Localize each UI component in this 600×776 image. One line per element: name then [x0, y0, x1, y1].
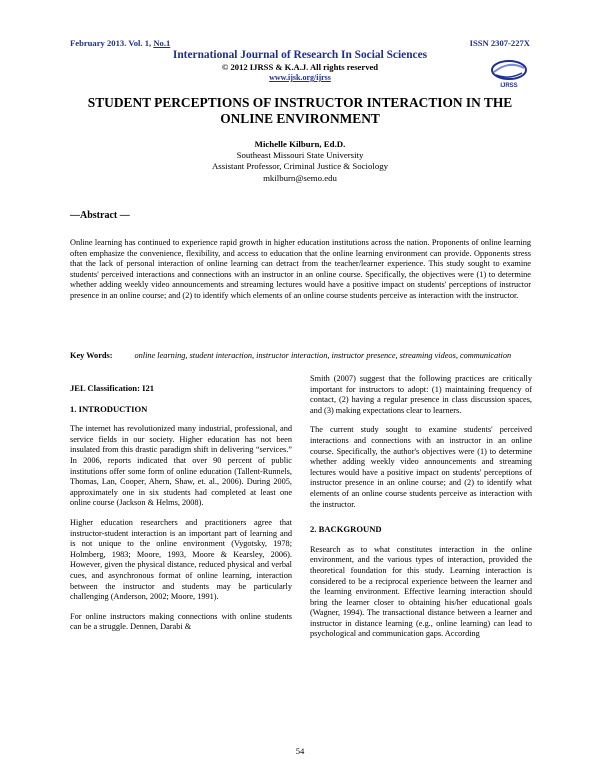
page-number: 54 — [295, 746, 305, 756]
jel-classification: JEL Classification: I21 — [70, 383, 155, 393]
right-column — [310, 374, 532, 649]
author-affiliation: Southeast Missouri State University — [236, 150, 364, 161]
paragraph: Research as to what constitutes interaction in the online environment, and the various types of interaction, provided the theoretical foundation for this study. Learning interaction is considered to be a reciprocal experience between the learner and the learning environment. Effective learning interaction should bring the learner closer to obtaining his/her educational goals (Wagner, 1994). The transactional distance between a learner and instructor in distance learning (e.g., online learning) can lead to psychological and communication gaps. According — [310, 544, 532, 639]
abstract-heading: —Abstract — — [70, 210, 130, 221]
paragraph: Higher education researchers and practitioners agree that instructor-student interaction is an important part of learning and is not unique to the online environment (Vygotsky, 1978; Holmberg, 1983; Moore, 1993, Moore & Kearsley, 2006). However, given the physical distance, reduced physical and verbal cues, and asynchronous format of online learning, interaction between the instructor and students may be particularly challenging (Anderson, 2002; Moore, 1991). — [70, 517, 292, 602]
keywords-list: online learning, student interaction, instructor interaction, instructor presence, streaming videos, communication — [134, 351, 512, 360]
paragraph: The current study sought to examine students' perceived interactions and connections with an instructor in an online course. Specifically, the author's objectives were (1) to determine whether adding weekly video announcements and streaming lectures would have a positive impact on students' perceptions of instructor presence in an online course; and (2) to identify what elements of an online course students perceive as interaction with the instructor. — [310, 425, 532, 509]
copyright-line: © 2012 IJRSS & K.A.J. All rights reserved — [221, 62, 379, 72]
paragraph: For online instructors making connections with online students can be a struggle. Dennen, Darabi & — [70, 611, 292, 632]
abstract-text: Online learning has continued to experience rapid growth in higher education institutions across the nation. Proponents of online learning often emphasize the convenience, flexibility, and access to education that the online learning environment can provide. Opponents stress that the lack of personal interaction of online learning can detract from the teacher/learner experience. This study sought to examine students' perceived interactions and connections with an instructor in an online course. Specifically, the objectives were (1) to determine whether adding weekly video announcements and streaming lectures would have a positive impact on students' perceptions of instructor presence in an online course; and (2) to identify which elements of an online course students perceive as interaction with the instructor. — [70, 238, 531, 300]
left-column — [70, 383, 292, 642]
author-email: mkilburn@semo.edu — [263, 172, 337, 183]
issue-number-link[interactable]: No.1 — [153, 38, 171, 48]
issue-info: February 2013. Vol. 1, No.1 — [70, 38, 171, 48]
journal-website-link[interactable]: www.ijsk.org/ijrss — [269, 73, 331, 82]
paper-title: STUDENT PERCEPTIONS OF INSTRUCTOR INTERACTION IN THE ONLINE ENVIRONMENT — [87, 95, 513, 126]
keywords-label: Key Words: — [70, 351, 113, 360]
issn: ISSN 2307-227X — [469, 38, 530, 48]
section-heading-background: 2. BACKGROUND — [310, 524, 382, 535]
paragraph: The internet has revolutionized many industrial, professional, and service fields in our society. Higher education has not been insulated from this drastic paradigm shift in delivering “services.” In 2006, reports indicated that over 90 percent of public institutions offer some form of online education (Tallent-Runnels, Thomas, Lan, Cooper, Ahern, Shaw, et. al., 2006). During 2005, approximately one in six students had completed at least one online course (Jackson & Helms, 2008). — [70, 424, 292, 508]
logo-text: IJRSS — [500, 83, 518, 89]
author-block — [0, 139, 600, 184]
author-position: Assistant Professor, Criminal Justice & Sociology — [211, 161, 389, 172]
author-name: Michelle Kilburn, Ed.D. — [254, 139, 346, 149]
paragraph: Smith (2007) suggest that the following practices are critically important for instructors to adopt: (1) maintaining frequency of contact, (2) having a regular presence in class discussion spaces, and (3) making expectations clear to learners. — [310, 374, 532, 415]
journal-logo — [488, 56, 530, 90]
keywords — [70, 351, 531, 362]
journal-name: International Journal of Research In Social Sciences — [172, 49, 428, 61]
section-heading-introduction: 1. INTRODUCTION — [70, 403, 148, 414]
